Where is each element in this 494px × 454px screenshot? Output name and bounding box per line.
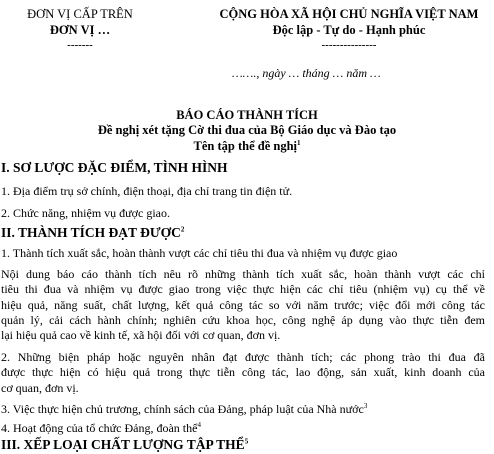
section-2-item-4-text: 4. Hoạt động của tổ chức Đảng, đoàn thể [1,421,198,435]
section-2-item-1: 1. Thành tích xuất sắc, hoàn thành vượt các chỉ tiêu thi đua và nhiệm vụ được giao [1,246,398,260]
agency-block [10,6,150,52]
section-2-heading [1,225,184,241]
paragraph-line: hiệu quả, năng suất, chất lượng, kết quả công tác so với năm trước; việc đổi mới công tác [1,297,485,312]
section-1-item-1: 1. Địa điểm trụ sở chính, điện thoại, địa chỉ trang tin điện tử. [1,184,293,198]
section-2-item-2 [1,350,485,396]
agency-divider: ------- [67,39,93,51]
superior-agency: ĐƠN VỊ CẤP TRÊN [27,7,133,21]
paragraph-line: tiêu thi đua và nhiệm vụ được giao trong việc thực hiện các chỉ tiêu (nhiệm vụ) cụ thể về [1,282,485,297]
footnote-ref-5: 5 [244,437,249,446]
section-1-heading: I. SƠ LƯỢC ĐẶC ĐIỂM, TÌNH HÌNH [1,160,228,175]
section-3-heading [1,437,248,453]
paragraph-line: 2. Những biện pháp hoặc nguyên nhân đạt được thành tích; các phong trào thi đua đã [1,350,485,364]
section-3-heading-text: III. XẾP LOẠI CHẤT LƯỢNG TẬP THỂ [1,437,245,452]
agency-name: ĐƠN VỊ … [49,23,111,37]
paragraph-line: Nội dung báo cáo thành tích nêu rõ những thành tích xuất sắc, hoàn thành vượt các chỉ [1,267,485,281]
footnote-ref-3: 3 [363,402,368,410]
section-2-item-4 [1,421,201,436]
nation-block [214,6,484,52]
footnote-ref-2: 2 [180,225,185,234]
footnote-ref-1: 1 [297,138,301,147]
collective-name-text: Tên tập thể đề nghị [193,139,297,153]
report-subtitle: Đề nghị xét tặng Cờ thi đua của Bộ Giáo dục và Đào tạo [97,123,397,137]
nation-divider: --------------- [321,39,377,51]
nation-name: CỘNG HÒA XÃ HỘI CHỦ NGHĨA VIỆT NAM [219,7,479,21]
footnote-ref-4: 4 [197,421,201,429]
section-1-item-2: 2. Chức năng, nhiệm vụ được giao. [1,206,170,220]
report-title: BÁO CÁO THÀNH TÍCH [176,108,318,122]
paragraph-line: được thực hiện có hiệu quả trong thực tiễn công tác, lao động, sản xuất, kinh doanh của [1,365,485,380]
nation-motto: Độc lập - Tự do - Hạnh phúc [272,23,426,37]
paragraph-line: quản lý, cải cách hành chính; nghiên cứu khoa học, công nghệ áp dụng vào thực tiễn đem [1,312,485,327]
achievement-paragraph [1,267,485,343]
section-2-item-3-text: 3. Việc thực hiện chủ trương, chính sách của Đảng, pháp luật của Nhà nước [1,402,364,416]
collective-name [0,139,494,154]
section-2-heading-text: II. THÀNH TÍCH ĐẠT ĐƯỢC [1,225,181,240]
date-line: ……., ngày … tháng … năm … [232,66,381,80]
section-2-item-3 [1,402,367,417]
paragraph-line: lại hiệu quả cao về kinh tế, xã hội đối với cơ quan, đơn vị. [1,328,281,343]
paragraph-line: cơ quan, đơn vị. [1,380,79,395]
